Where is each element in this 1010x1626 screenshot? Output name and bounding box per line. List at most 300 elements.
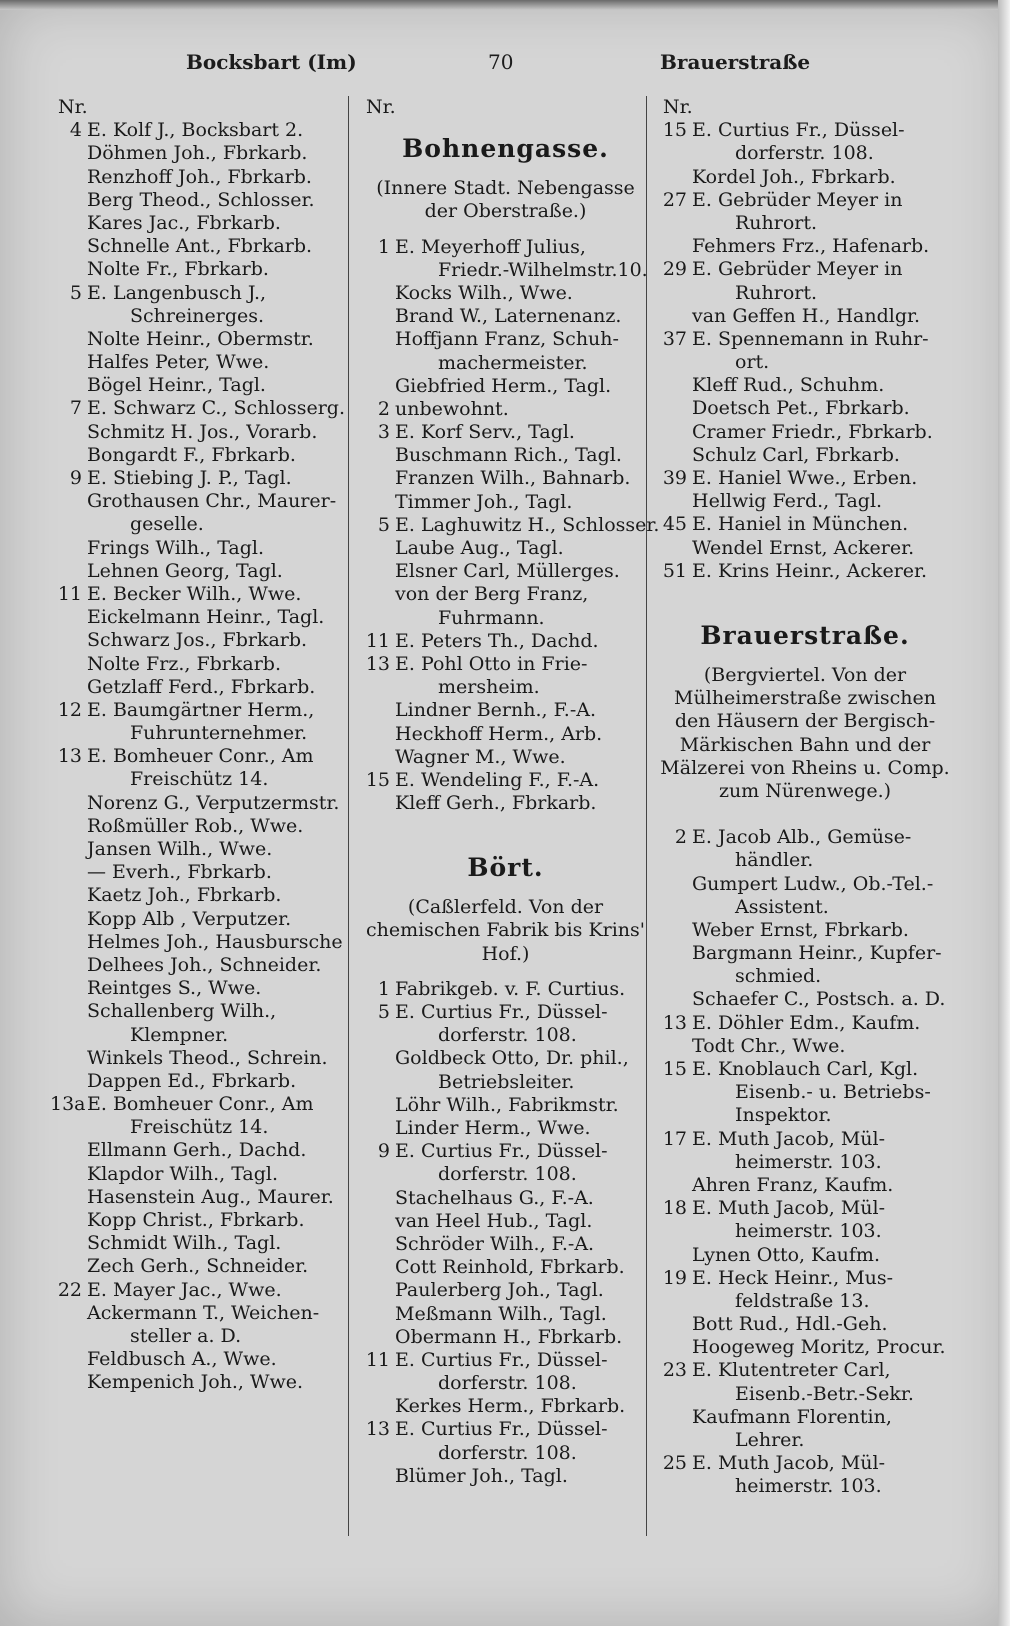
directory-entry — [655, 1104, 955, 1127]
entry-text: Kares Jac., Fbrkarb. — [87, 211, 281, 234]
directory-entry — [50, 1232, 350, 1255]
directory-entry — [358, 630, 653, 653]
house-number: 13a — [50, 1093, 86, 1116]
directory-entry — [50, 397, 350, 420]
directory-entry — [655, 490, 955, 513]
house-number: 29 — [662, 258, 687, 281]
directory-entry — [50, 235, 350, 258]
directory-entry — [655, 1383, 955, 1406]
directory-entry — [50, 1093, 350, 1116]
directory-entry — [655, 513, 955, 536]
directory-entry — [50, 119, 350, 142]
house-number: 5 — [377, 1001, 390, 1024]
directory-entry — [50, 768, 350, 791]
directory-entry — [50, 838, 350, 861]
entry-text: E. Muth Jacob, Mül- — [692, 1127, 886, 1150]
entry-text: Schaefer C., Postsch. a. D. — [692, 988, 946, 1011]
street-description: (Innere Stadt. Nebengasse der Oberstraße.) — [376, 177, 635, 223]
entry-text: Paulerberg Joh., Tagl. — [395, 1279, 604, 1302]
entry-text: Schröder Wilh., F.-A. — [395, 1232, 595, 1255]
directory-entry — [358, 1465, 653, 1488]
entry-text: E. Langenbusch J., — [87, 281, 267, 304]
street-description: (Caßlerfeld. Von der chemischen Fabrik bis Krins' Hof.) — [365, 896, 646, 965]
entry-text: Franzen Wilh., Bahnarb. — [395, 467, 631, 490]
entry-text: Ruhrort. — [735, 281, 818, 304]
nr-header: Nr. — [58, 96, 88, 118]
directory-entry — [50, 351, 350, 374]
directory-entry — [358, 1140, 653, 1163]
directory-entry — [358, 769, 653, 792]
entry-text: E. Curtius Fr., Düssel- — [395, 1348, 608, 1371]
entry-text: E. Curtius Fr., Düssel- — [395, 1001, 608, 1024]
directory-entry — [358, 1094, 653, 1117]
directory-entry — [358, 1071, 653, 1094]
entry-list — [358, 978, 653, 1488]
directory-entry — [655, 212, 955, 235]
directory-entry — [655, 1174, 955, 1197]
house-number: 39 — [662, 467, 687, 489]
directory-entry — [50, 629, 350, 652]
entry-text: mersheim. — [438, 676, 540, 699]
entry-text: Eisenb.-Betr.-Sekr. — [735, 1382, 914, 1405]
entry-text: geselle. — [130, 513, 204, 536]
entry-text: Gumpert Ludw., Ob.-Tel.- — [692, 872, 934, 895]
house-number: 13 — [662, 1011, 687, 1034]
directory-entry — [358, 398, 653, 421]
entry-text: Doetsch Pet., Fbrkarb. — [692, 397, 910, 420]
directory-entry — [358, 1303, 653, 1326]
directory-entry — [655, 1244, 955, 1267]
entry-text: — Everh., Fbrkarb. — [87, 861, 272, 884]
directory-entry — [50, 1325, 350, 1348]
running-head-left: Bocksbart (Im) — [186, 50, 357, 74]
entry-text: Wendel Ernst, Ackerer. — [692, 536, 915, 559]
entry-text: Weber Ernst, Fbrkarb. — [692, 918, 909, 941]
street-heading-boert: Bört. — [467, 853, 544, 883]
directory-entry — [50, 1116, 350, 1139]
directory-entry — [655, 1359, 955, 1382]
house-number: 11 — [57, 582, 82, 605]
entry-text: Inspektor. — [735, 1104, 832, 1127]
entry-text: machermeister. — [438, 351, 588, 374]
directory-entry — [655, 1267, 955, 1290]
entry-text: Freischütz 14. — [130, 768, 269, 791]
entry-text: Betriebsleiter. — [438, 1070, 575, 1093]
directory-entry — [358, 421, 653, 444]
house-number: 7 — [69, 397, 82, 420]
directory-entry — [655, 235, 955, 258]
directory-entry — [358, 978, 653, 1001]
directory-entry — [358, 746, 653, 769]
directory-entry — [358, 1187, 653, 1210]
entry-text: Assistent. — [735, 895, 829, 918]
house-number: 19 — [662, 1266, 687, 1289]
directory-entry — [655, 328, 955, 351]
directory-entry — [50, 258, 350, 281]
house-number: 18 — [662, 1197, 687, 1220]
house-number: 13 — [365, 1418, 390, 1441]
entry-text: Fuhrunternehmer. — [130, 722, 308, 745]
house-number: 37 — [662, 327, 687, 350]
entry-text: Hoogeweg Moritz, Procur. — [692, 1336, 946, 1359]
directory-entry — [655, 896, 955, 919]
directory-entry — [358, 375, 653, 398]
directory-entry — [50, 1302, 350, 1325]
entry-text: E. Muth Jacob, Mül- — [692, 1197, 886, 1220]
nr-header: Nr. — [663, 96, 693, 118]
directory-entry — [50, 931, 350, 954]
entry-text: Blümer Joh., Tagl. — [395, 1464, 568, 1487]
directory-entry — [358, 1279, 653, 1302]
house-number: 51 — [662, 559, 687, 582]
entry-text: dorferstr. 108. — [438, 1024, 577, 1047]
entry-text: E. Stiebing J. P., Tagl. — [87, 467, 292, 489]
directory-entry — [655, 1452, 955, 1475]
entry-text: Bongardt F., Fbrkarb. — [87, 443, 296, 466]
entry-text: E. Muth Jacob, Mül- — [692, 1452, 886, 1475]
entry-text: Ahren Franz, Kaufm. — [692, 1173, 894, 1196]
directory-entry — [655, 942, 955, 965]
directory-entry — [358, 1395, 653, 1418]
directory-entry — [655, 351, 955, 374]
directory-entry — [50, 745, 350, 768]
entry-text: Nolte Frz., Fbrkarb. — [87, 652, 282, 675]
entry-text: Friedr.-Wilhelmstr.10. — [438, 258, 648, 281]
entry-list — [358, 235, 660, 816]
house-number: 1 — [377, 977, 390, 1000]
house-number: 15 — [662, 119, 687, 142]
entry-text: Kocks Wilh., Wwe. — [395, 281, 573, 304]
house-number: 23 — [662, 1359, 687, 1382]
entry-text: Fuhrmann. — [438, 606, 545, 629]
house-number: 15 — [662, 1058, 687, 1081]
entry-list — [50, 119, 350, 1394]
directory-entry — [358, 1418, 653, 1441]
entry-text: E. Wendeling F., F.-A. — [395, 768, 600, 791]
directory-entry — [358, 653, 653, 676]
house-number: 9 — [69, 467, 82, 489]
directory-entry — [655, 467, 955, 490]
directory-entry — [50, 653, 350, 676]
nr-header: Nr. — [366, 96, 396, 118]
directory-entry — [50, 374, 350, 397]
directory-entry — [358, 1163, 653, 1186]
house-number: 27 — [662, 188, 687, 211]
directory-entry — [655, 1012, 955, 1035]
entry-text: Cramer Friedr., Fbrkarb. — [692, 420, 933, 443]
entry-text: Stachelhaus G., F.-A. — [395, 1186, 594, 1209]
column-2 — [358, 96, 660, 1488]
entry-text: Schallenberg Wilh., — [87, 1000, 277, 1023]
entry-text: unbewohnt. — [395, 397, 509, 420]
entry-text: Freischütz 14. — [130, 1116, 269, 1139]
entry-text: von der Berg Franz, — [395, 583, 589, 606]
directory-entry — [358, 236, 653, 259]
entry-text: heimerstr. 103. — [735, 1220, 882, 1243]
directory-entry — [358, 513, 660, 537]
entry-text: E. Klutentreter Carl, — [692, 1359, 891, 1382]
directory-entry — [358, 305, 653, 328]
entry-text: Heckhoff Herm., Arb. — [395, 722, 603, 745]
entry-text: E. Pohl Otto in Frie- — [395, 652, 588, 675]
entry-text: E. Heck Heinr., Mus- — [692, 1266, 894, 1289]
directory-entry — [50, 954, 350, 977]
entry-text: Löhr Wilh., Fabrikmstr. — [395, 1093, 619, 1116]
entry-text: Norenz G., Verputzermstr. — [87, 791, 340, 814]
entry-text: Lynen Otto, Kaufm. — [692, 1243, 880, 1266]
entry-text: Kopp Alb , Verputzer. — [87, 907, 292, 930]
entry-text: Fabrikgeb. v. F. Curtius. — [395, 977, 626, 1000]
directory-entry — [358, 537, 653, 560]
directory-entry — [50, 166, 350, 189]
directory-entry — [655, 282, 955, 305]
entry-text: händler. — [735, 849, 814, 872]
entry-text: Hellwig Ferd., Tagl. — [692, 490, 883, 513]
directory-entry — [358, 282, 653, 305]
entry-text: Getzlaff Ferd., Fbrkarb. — [87, 675, 316, 698]
entry-text: Feldbusch A., Wwe. — [87, 1348, 277, 1371]
directory-entry — [655, 189, 955, 212]
entry-text: Buschmann Rich., Tagl. — [395, 444, 622, 467]
entry-text: Giebfried Herm., Tagl. — [395, 374, 612, 397]
house-number: 3 — [377, 421, 390, 444]
entry-text: Ruhrort. — [735, 211, 818, 234]
directory-entry — [358, 1256, 653, 1279]
entry-text: E. Peters Th., Dachd. — [395, 629, 599, 652]
directory-entry — [655, 374, 955, 397]
entry-text: Obermann H., Fbrkarb. — [395, 1325, 623, 1348]
directory-entry — [50, 328, 350, 351]
entry-text: E. Meyerhoff Julius, — [395, 235, 586, 258]
directory-entry — [50, 861, 350, 884]
directory-entry — [50, 560, 350, 583]
directory-entry — [358, 1326, 653, 1349]
directory-entry — [50, 1070, 350, 1093]
entry-text: dorferstr. 108. — [438, 1163, 577, 1186]
entry-text: ort. — [735, 351, 770, 374]
entry-text: E. Baumgärtner Herm., — [87, 698, 315, 721]
entry-text: E. Jacob Alb., Gemüse- — [692, 826, 912, 849]
entry-text: dorferstr. 108. — [735, 142, 874, 165]
entry-text: Lehnen Georg, Tagl. — [87, 559, 283, 582]
entry-text: Berg Theod., Schlosser. — [87, 188, 315, 211]
directory-entry — [50, 467, 350, 490]
house-number: 11 — [365, 1348, 390, 1371]
directory-entry — [50, 513, 350, 536]
directory-entry — [358, 723, 653, 746]
entry-text: Eisenb.- u. Betriebs- — [735, 1081, 931, 1104]
directory-entry — [50, 1279, 350, 1302]
directory-entry — [655, 1313, 955, 1336]
entry-text: E. Mayer Jac., Wwe. — [87, 1278, 282, 1301]
directory-entry — [655, 1336, 955, 1359]
directory-entry — [50, 1209, 350, 1232]
entry-text: Nolte Heinr., Obermstr. — [87, 327, 314, 350]
entry-text: E. Haniel Wwe., Erben. — [692, 467, 918, 489]
directory-entry — [50, 815, 350, 838]
directory-entry — [50, 1163, 350, 1186]
entry-text: E. Curtius Fr., Düssel- — [692, 119, 905, 142]
entry-text: E. Korf Serv., Tagl. — [395, 421, 575, 444]
page-number: 70 — [488, 50, 514, 74]
entry-text: feldstraße 13. — [735, 1289, 870, 1312]
directory-entry — [50, 421, 350, 444]
entry-text: Timmer Joh., Tagl. — [395, 490, 573, 513]
entry-text: Cott Reinhold, Fbrkarb. — [395, 1256, 625, 1279]
entry-text: Bargmann Heinr., Kupfer- — [692, 942, 942, 965]
directory-entry — [358, 699, 653, 722]
entry-text: Klempner. — [130, 1023, 229, 1046]
directory-entry — [50, 884, 350, 907]
house-number: 22 — [57, 1278, 82, 1301]
directory-entry — [655, 537, 955, 560]
directory-entry — [655, 305, 955, 328]
house-number: 13 — [57, 745, 82, 768]
directory-entry — [50, 606, 350, 629]
house-number: 2 — [674, 826, 687, 849]
directory-entry — [50, 1047, 350, 1070]
entry-text: Ellmann Gerh., Dachd. — [87, 1139, 307, 1162]
directory-entry — [50, 1000, 350, 1023]
directory-entry — [358, 1001, 653, 1024]
directory-entry — [358, 1233, 653, 1256]
entry-text: schmied. — [735, 965, 822, 988]
directory-entry — [358, 676, 653, 699]
entry-text: Lindner Bernh., F.-A. — [395, 699, 597, 722]
entry-text: Kordel Joh., Fbrkarb. — [692, 165, 896, 188]
house-number: 5 — [377, 513, 390, 536]
directory-entry — [358, 444, 653, 467]
directory-entry — [50, 490, 350, 513]
directory-entry — [655, 919, 955, 942]
house-number: 17 — [662, 1127, 687, 1150]
entry-text: Schwarz Jos., Fbrkarb. — [87, 629, 308, 652]
page-right-edge — [998, 0, 1010, 1626]
directory-entry — [655, 1128, 955, 1151]
house-number: 25 — [662, 1452, 687, 1475]
entry-text: E. Gebrüder Meyer in — [692, 258, 903, 281]
house-number: 12 — [57, 698, 82, 721]
directory-entry — [358, 259, 653, 282]
house-number: 4 — [69, 119, 82, 142]
directory-entry — [50, 1348, 350, 1371]
entry-text: Schmitz H. Jos., Vorarb. — [87, 420, 318, 443]
directory-entry — [358, 1442, 653, 1465]
directory-entry — [50, 537, 350, 560]
running-head-right: Brauerstraße — [660, 50, 811, 74]
entry-text: E. Haniel in München. — [692, 513, 909, 536]
entry-text: E. Krins Heinr., Ackerer. — [692, 559, 928, 582]
entry-text: Brand W., Laternenanz. — [395, 305, 622, 328]
entry-text: Jansen Wilh., Wwe. — [87, 838, 273, 860]
directory-entry — [50, 212, 350, 235]
entry-text: van Geffen H., Handlgr. — [692, 304, 921, 327]
directory-entry — [655, 1151, 955, 1174]
entry-text: Nolte Fr., Fbrkarb. — [87, 258, 269, 281]
entry-text: Kerkes Herm., Fbrkarb. — [395, 1395, 626, 1418]
house-number: 5 — [69, 281, 82, 304]
entry-text: Winkels Theod., Schrein. — [87, 1046, 328, 1069]
column-1 — [50, 96, 350, 1395]
directory-entry — [50, 142, 350, 165]
entry-text: Meßmann Wilh., Tagl. — [395, 1302, 607, 1325]
entry-text: heimerstr. 103. — [735, 1150, 882, 1173]
entry-text: Fehmers Frz., Hafenarb. — [692, 235, 930, 258]
directory-entry — [50, 792, 350, 815]
entry-text: dorferstr. 108. — [438, 1441, 577, 1464]
directory-entry — [655, 1035, 955, 1058]
entry-text: E. Bomheuer Conr., Am — [87, 1093, 314, 1116]
entry-text: Renzhoff Joh., Fbrkarb. — [87, 165, 312, 188]
entry-text: Wagner M., Wwe. — [395, 745, 566, 768]
directory-entry — [50, 977, 350, 1000]
entry-text: E. Kolf J., Bocksbart 2. — [87, 119, 304, 142]
directory-entry — [50, 1186, 350, 1209]
street-description: (Bergviertel. Von der Mülheimerstraße zwischen den Häusern der Bergisch-Märkischen Bahn und der Mälzerei von Rheins u. Comp. zum Nürenwege.) — [660, 663, 950, 802]
entry-text: Todt Chr., Wwe. — [692, 1034, 846, 1057]
directory-entry — [358, 1024, 653, 1047]
entry-text: Kleff Rud., Schuhm. — [692, 374, 885, 397]
entry-text: Helmes Joh., Hausbursche — [87, 930, 343, 953]
entry-text: E. Curtius Fr., Düssel- — [395, 1418, 608, 1441]
entry-text: Bögel Heinr., Tagl. — [87, 374, 266, 397]
directory-entry — [358, 1372, 653, 1395]
entry-text: dorferstr. 108. — [438, 1372, 577, 1395]
directory-entry — [655, 258, 955, 281]
house-number: 2 — [377, 397, 390, 420]
entry-text: E. Knoblauch Carl, Kgl. — [692, 1058, 919, 1081]
entry-text: E. Curtius Fr., Düssel- — [395, 1140, 608, 1163]
house-number: 15 — [365, 768, 390, 791]
directory-entry — [50, 305, 350, 328]
entry-text: E. Laghuwitz H., Schlosser. — [395, 513, 660, 536]
directory-entry — [655, 873, 955, 896]
directory-entry — [50, 444, 350, 467]
directory-entry — [655, 397, 955, 420]
directory-entry — [50, 583, 350, 606]
street-heading-brauerstrasse: Brauerstraße. — [700, 620, 910, 650]
entry-text: Hoffjann Franz, Schuh- — [395, 328, 619, 351]
entry-text: Schmidt Wilh., Tagl. — [87, 1232, 282, 1255]
directory-entry — [358, 607, 653, 630]
entry-text: E. Becker Wilh., Wwe. — [87, 582, 302, 605]
entry-text: Kaufmann Florentin, — [692, 1405, 892, 1428]
directory-entry — [358, 1349, 653, 1372]
house-number: 45 — [662, 513, 687, 536]
entry-text: van Heel Hub., Tagl. — [395, 1209, 593, 1232]
entry-text: Schnelle Ant., Fbrkarb. — [87, 235, 313, 258]
entry-text: Eickelmann Heinr., Tagl. — [87, 606, 325, 629]
directory-entry — [655, 1429, 955, 1452]
directory-entry — [358, 560, 653, 583]
entry-text: Zech Gerh., Schneider. — [87, 1255, 309, 1278]
entry-text: heimerstr. 103. — [735, 1475, 882, 1498]
entry-text: E. Gebrüder Meyer in — [692, 188, 903, 211]
entry-text: Klapdor Wilh., Tagl. — [87, 1162, 278, 1185]
directory-entry — [655, 1220, 955, 1243]
directory-entry — [358, 467, 653, 490]
directory-entry — [358, 1117, 653, 1140]
directory-entry — [358, 1047, 653, 1070]
directory-entry — [50, 908, 350, 931]
entry-text: Bott Rud., Hdl.-Geh. — [692, 1313, 888, 1336]
entry-text: Linder Herm., Wwe. — [395, 1117, 591, 1140]
directory-entry — [655, 444, 955, 467]
house-number: 11 — [365, 629, 390, 652]
directory-entry — [50, 1371, 350, 1394]
directory-entry — [50, 722, 350, 745]
directory-entry — [50, 699, 350, 722]
